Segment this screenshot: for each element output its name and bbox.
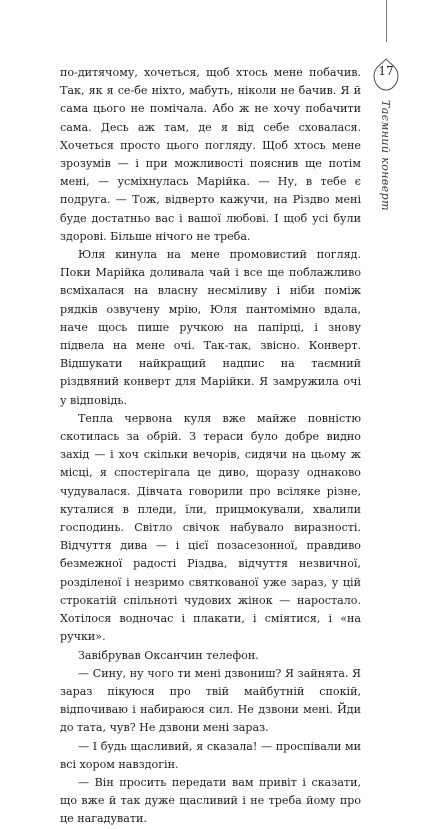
- paragraph: — Сину, ну чого ти мені дзвониш? Я зайнята. Я зараз пікуюся про твій майбутній спокій, відпочиваю і набираюся сил. Не дзвони мені. Йди до тата, чув? Не дзвони мені зараз.: [60, 666, 361, 735]
- decorative-side-line: [386, 0, 387, 42]
- paragraph: — І будь щасливий, я сказала! — проспівали ми всі хором навздогін.: [60, 739, 361, 771]
- paragraph: — Він просить передати вам привіт і сказати, що вже й так дуже щасливий і не треба йому про це нагадувати.: [60, 775, 361, 826]
- paragraph: Тепла червона куля вже майже повністю скотилась за обрій. З тераси було добре видно захід — і хоч скільки вечорів, сидячи на цьому ж місці, я спостерігала це диво, щоразу однаково чудувалася. Дівчата говорили про всіляке різне, куталися в пледи, їли, прицмокували, хвалили господинь. Світло свічок набувало виразності. Відчуття дива — і цієї позасезонної, правдиво безмежної радості Різдва, відчуття незвичної, розділеної і незримо святкованої уже зараз, у цій строкатій спільноті чудових жінок — наростало. Хотілося водночас і плакати, і сміятися, і «на ручки».: [60, 411, 361, 644]
- paragraph: Юля кинула на мене промовистий погляд. Поки Марійка доливала чай і все ще поблажливо всміхалася на власну несміливу і ніби поміж рядків озвучену мрію, Юля пантомімно вдала, наче щось пише ручкою на папірці, і знову підвела на мене очі. Так-так, звісно. Конверт. Відшукати найкращий надпис на таємний різдвяний конверт для Марійки. Я замружила очі у відповідь.: [60, 248, 361, 407]
- body-text: [60, 64, 361, 829]
- paragraph: по-дитячому, хочеться, щоб хтось мене побачив. Так, як я се-бе ніхто, мабуть, ніколи не бачив. Я й сама цього не помічала. Або ж не хочу побачити сама. Десь аж там, де я від себе сховалася. Хочеться просто цього погляду. Щоб хтось мене зрозумів — і при можливості пояснив ще потім мені, — усміхнулась Марійка. — Ну, в тебе є подруга. — Тож, відверто кажучи, на Різдво мені буде достатньо вас і вашої любові. І щоб усі були здорові. Більше нічого не треба.: [60, 66, 361, 243]
- running-title: Таємний конверт: [379, 100, 392, 211]
- paragraph: Завібрував Оксанчин телефон.: [78, 648, 259, 662]
- page-number: 17: [378, 64, 394, 78]
